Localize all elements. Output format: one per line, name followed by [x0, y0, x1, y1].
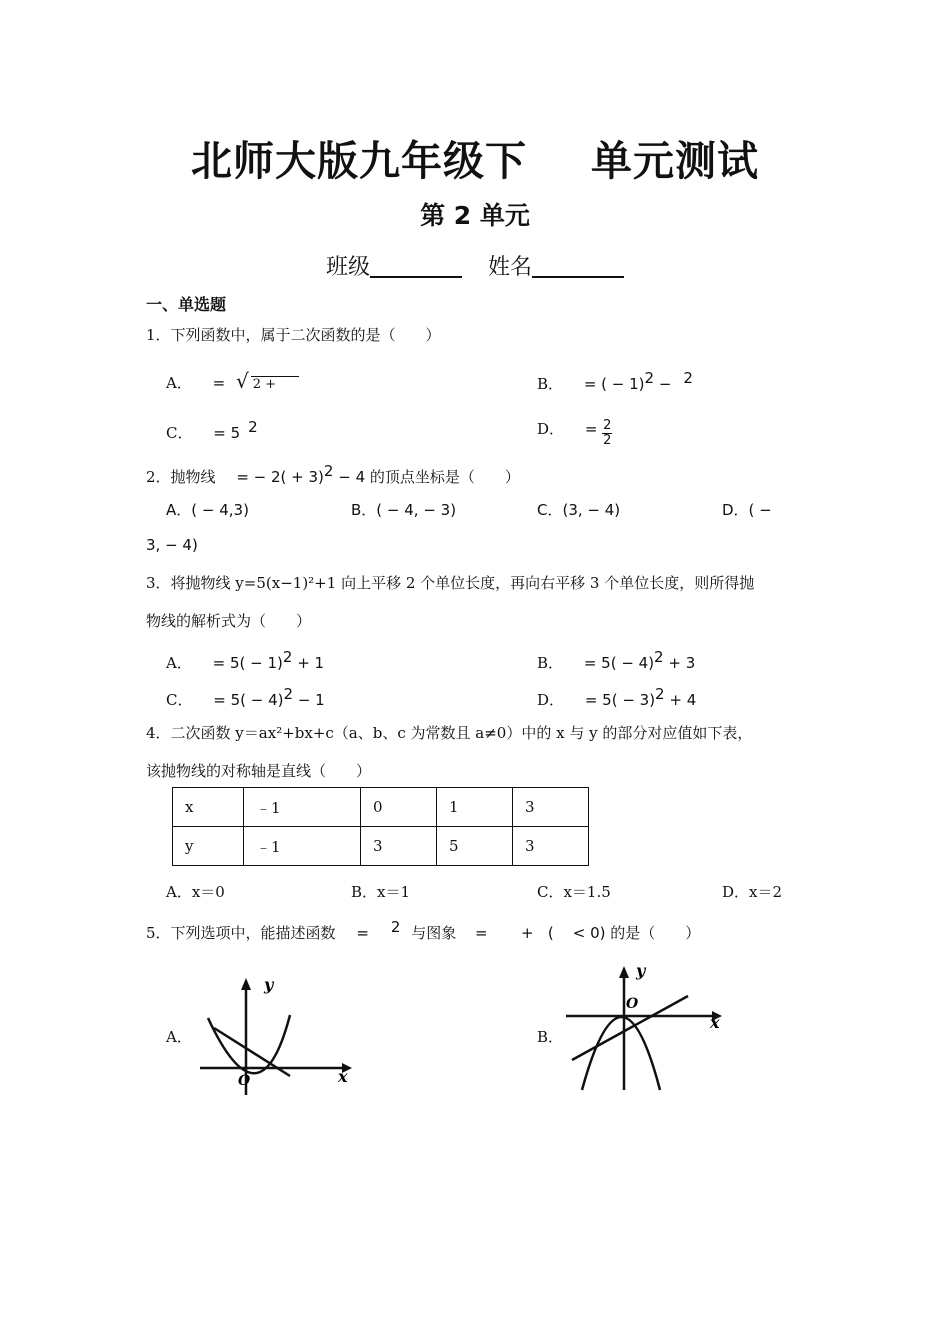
origin-label: O — [626, 996, 639, 1012]
q1-option-c[interactable] — [166, 418, 258, 443]
q3-c-tail: − 1 — [297, 691, 325, 709]
q4-option-d[interactable]: D．x＝2 — [722, 883, 783, 901]
table-cell: 1 — [437, 788, 513, 827]
parabola-curve — [208, 1015, 290, 1073]
q1-b-tail: − — [658, 375, 672, 393]
q5-graph-b[interactable] — [560, 958, 735, 1098]
table-cell: ﹣1 — [244, 788, 361, 827]
q2-stem-exp: 2 — [323, 462, 334, 480]
y-axis-label: y — [636, 961, 646, 980]
q1-a-radicand: 2 + — [251, 376, 299, 393]
table-row — [173, 788, 589, 827]
q1-d-eq: = — [584, 420, 598, 438]
q3-a-exp: 2 — [282, 648, 293, 666]
page-title — [0, 128, 950, 187]
q3-d-label: D． — [537, 691, 565, 709]
q3-a-expr: = 5( − 1) — [212, 654, 283, 672]
unit-subtitle: 第 2 单元 — [420, 201, 530, 230]
q1-b-exp: 2 — [644, 369, 655, 387]
q3-a-tail: + 1 — [297, 654, 325, 672]
q2-option-a[interactable]: A．( − 4,3) — [166, 501, 249, 519]
x-axis-label: x — [710, 1013, 720, 1032]
q3-option-d[interactable] — [537, 685, 696, 710]
q1-c-exp: 2 — [248, 418, 258, 436]
q2-stem-post: 的顶点坐标是（ ） — [369, 468, 520, 486]
q3-c-label: C． — [166, 691, 193, 709]
values-table — [172, 787, 589, 866]
q1-b-tail-exp: 2 — [683, 369, 693, 387]
q3-b-label: B． — [537, 654, 564, 672]
q2-stem-tail: − 4 — [338, 468, 366, 486]
q5-expr1: = — [356, 924, 369, 942]
q5-stem — [146, 918, 700, 943]
sqrt-icon: √ — [235, 369, 249, 393]
name-label: 姓名 — [488, 255, 533, 280]
q3-b-expr: = 5( − 4) — [583, 654, 655, 672]
table-cell: y — [173, 827, 244, 866]
q1-option-b[interactable] — [537, 369, 693, 394]
q3-stem-line1: 3．将抛物线 y=5(x−1)²+1 向上平移 2 个单位长度，再向右平移 3 个单位长度，则所得抛 — [146, 574, 755, 592]
q3-option-b[interactable] — [537, 648, 695, 673]
q5-option-b[interactable]: B． — [537, 1028, 564, 1046]
q3-a-label: A． — [166, 654, 192, 672]
table-cell: x — [173, 788, 244, 827]
origin-label: O — [238, 1073, 251, 1089]
q1-c-label: C． — [166, 424, 193, 442]
q2-option-c[interactable]: C．(3, − 4) — [537, 501, 621, 519]
q5-exp: 2 — [390, 918, 401, 936]
q3-b-tail: + 3 — [668, 654, 696, 672]
table-cell: 3 — [361, 827, 437, 866]
q3-option-c[interactable] — [166, 685, 325, 710]
q4-option-a[interactable]: A．x＝0 — [166, 883, 225, 901]
x-axis-label: x — [338, 1067, 348, 1086]
q1-d-fraction — [602, 419, 612, 448]
table-cell: ﹣1 — [244, 827, 361, 866]
table-cell: 3 — [513, 788, 589, 827]
q3-c-exp: 2 — [283, 685, 294, 703]
table-cell: 5 — [437, 827, 513, 866]
q3-d-expr: = 5( − 3) — [584, 691, 656, 709]
q1-option-d[interactable] — [537, 418, 612, 448]
q4-option-b[interactable]: B．x＝1 — [351, 883, 411, 901]
q3-d-exp: 2 — [655, 685, 665, 703]
q2-option-d[interactable]: D．( − — [722, 501, 772, 519]
class-blank[interactable] — [370, 254, 462, 278]
title-right: 单元测试 — [591, 137, 759, 185]
q1-d-den: 2 — [603, 433, 612, 448]
class-name-line — [0, 250, 950, 281]
q1-d-num: 2 — [603, 418, 612, 433]
q1-a-eq: = — [212, 374, 226, 392]
y-axis-label: y — [264, 975, 274, 994]
q5-stem-pre: 5．下列选项中，能描述函数 — [146, 924, 336, 942]
q5-option-a[interactable]: A． — [166, 1028, 192, 1046]
q1-d-label: D． — [537, 420, 565, 438]
y-axis-arrow-icon — [619, 966, 629, 978]
table-cell: 3 — [513, 827, 589, 866]
table-row — [173, 827, 589, 866]
q2-option-d-cont: 3, − 4) — [146, 536, 198, 554]
q2-option-b[interactable]: B．( − 4, − 3) — [351, 501, 457, 519]
y-axis-arrow-icon — [241, 978, 251, 990]
q1-stem: 1．下列函数中，属于二次函数的是（ ） — [146, 326, 441, 344]
q3-option-a[interactable] — [166, 648, 324, 673]
q2-stem-pre: 2．抛物线 — [146, 468, 216, 486]
q4-stem-line1: 4．二次函数 y＝ax²+bx+c（a、b、c 为常数且 a≠0）中的 x 与 y 的部分对应值如下表， — [146, 724, 753, 742]
q1-a-label: A． — [166, 374, 192, 392]
q3-stem-line2: 物线的解析式为（ ） — [146, 612, 312, 630]
q5-graph-a[interactable] — [190, 970, 360, 1100]
q1-b-label: B． — [537, 375, 564, 393]
q5-expr2: = + ( < 0) — [475, 924, 606, 942]
q4-stem-line2: 该抛物线的对称轴是直线（ ） — [146, 762, 372, 780]
parabola-curve — [582, 1017, 660, 1090]
q1-c-expr: = 5 — [213, 424, 241, 442]
table-cell: 0 — [361, 788, 437, 827]
q5-mid: 与图象 — [411, 924, 457, 942]
q5-post: 的是（ ） — [610, 924, 701, 942]
title-left: 北师大版九年级下 — [191, 137, 527, 185]
q3-d-tail: + 4 — [669, 691, 697, 709]
q1-b-expr: = ( − 1) — [583, 375, 645, 393]
q3-b-exp: 2 — [654, 648, 664, 666]
q1-option-a[interactable] — [166, 369, 299, 393]
q3-c-expr: = 5( − 4) — [213, 691, 284, 709]
q2-stem-expr: = − 2( + 3) — [236, 468, 324, 486]
name-blank[interactable] — [532, 254, 624, 278]
q4-option-c[interactable]: C．x＝1.5 — [537, 883, 611, 901]
class-label: 班级 — [325, 255, 370, 280]
section-heading: 一、单选题 — [146, 295, 227, 314]
q2-stem — [146, 462, 520, 487]
